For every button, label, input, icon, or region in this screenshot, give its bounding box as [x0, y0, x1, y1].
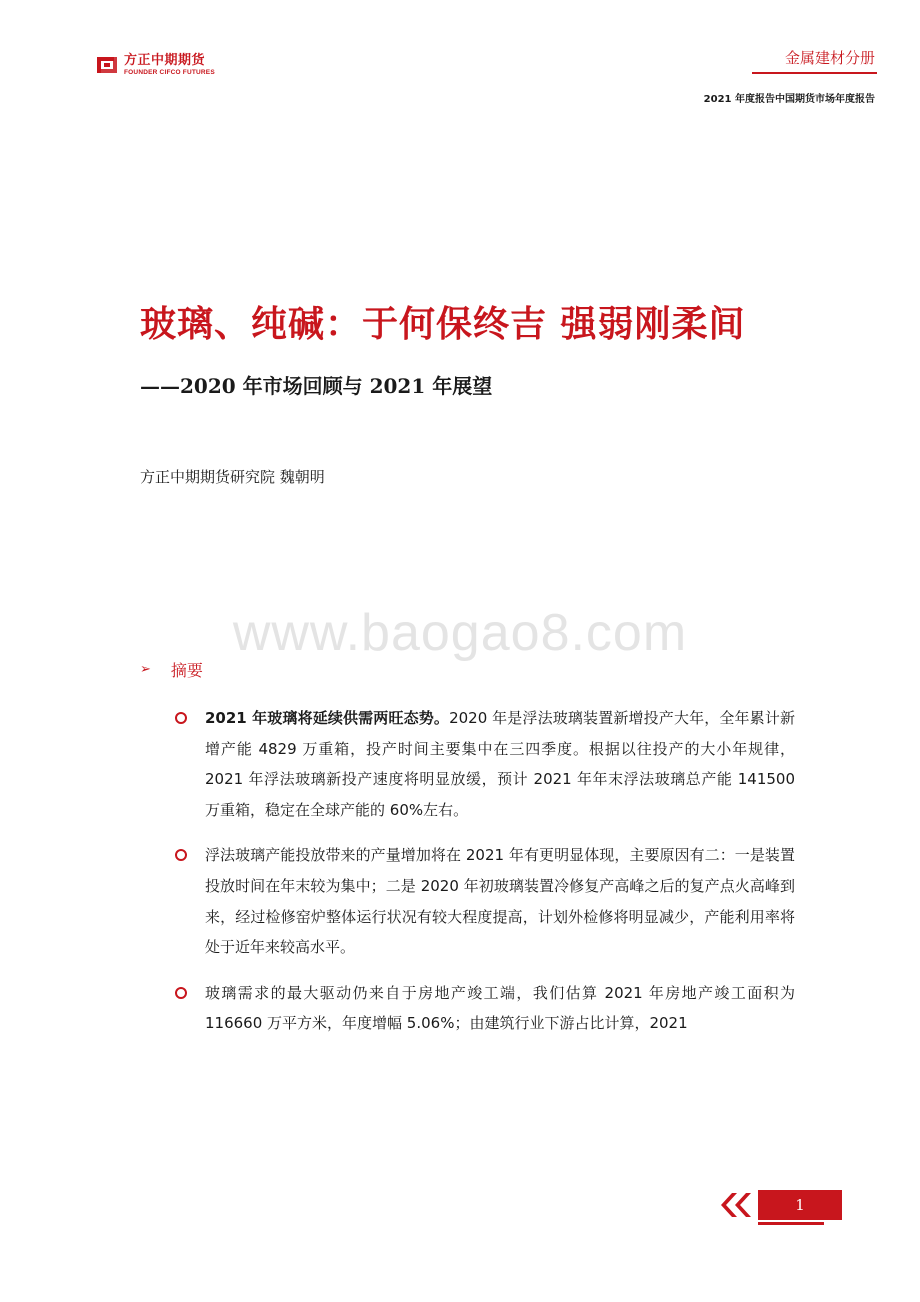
- report-type: 2021 年度报告中国期货市场年度报告: [703, 94, 875, 105]
- summary-item-text: 2020 年是浮法玻璃装置新增投产大年，全年累计新增产能 4829 万重箱，投产时间主要集中在三四季度。根据以往投产的大小年规律，2021 年浮法玻璃新投产速度将明显放缓，预计 2021 年年末浮法玻璃总产能 141500 万重箱，稳定在全球产能的 60%左右。: [205, 709, 795, 819]
- circle-bullet-icon: [175, 712, 187, 724]
- brand-name-en: FOUNDER CIFCO FUTURES: [124, 68, 215, 76]
- circle-bullet-icon: [175, 849, 187, 861]
- circle-bullet-icon: [175, 987, 187, 999]
- summary-heading-label: 摘要: [170, 661, 203, 680]
- page-number-underline: [758, 1222, 824, 1225]
- section-name: 金属建材分册: [784, 49, 875, 67]
- watermark: www.baogao8.com: [232, 604, 688, 662]
- summary-heading: [140, 658, 203, 681]
- main-title: 玻璃、纯碱：于何保终吉 强弱刚柔间: [140, 304, 746, 345]
- summary-item: [175, 703, 795, 825]
- summary-item-lead: 2021 年玻璃将延续供需两旺态势。: [205, 709, 450, 727]
- brand-name-cn: 方正中期期货: [124, 52, 206, 68]
- summary-item: [175, 978, 795, 1039]
- double-chevron-left-icon: [718, 1190, 754, 1220]
- author: 方正中期期货研究院 魏朝明: [140, 468, 325, 486]
- summary-item-text: 浮法玻璃产能投放带来的产量增加将在 2021 年有更明显体现，主要原因有二：一是装置投放时间在年末较为集中；二是 2020 年初玻璃装置冷修复产高峰之后的复产点火高峰到来，经过检修窑炉整体运行状况有较大程度提高，计划外检修将明显减少，产能利用率将处于近年来较高水平。: [205, 846, 795, 957]
- header-divider: [752, 72, 877, 74]
- arrow-bullet-icon: ➢: [140, 662, 151, 677]
- summary-item-text: 玻璃需求的最大驱动仍来自于房地产竣工端，我们估算 2021 年房地产竣工面积为 116660 万平方米，年度增幅 5.06%；由建筑行业下游占比计算，2021: [205, 983, 795, 1033]
- sub-title: ——2020 年市场回顾与 2021 年展望: [140, 374, 493, 398]
- page-number: 1: [758, 1190, 842, 1220]
- summary-item: [175, 840, 795, 962]
- summary-list: [175, 703, 795, 1054]
- brand-logo-icon: [94, 52, 120, 78]
- brand-logo: [94, 52, 215, 78]
